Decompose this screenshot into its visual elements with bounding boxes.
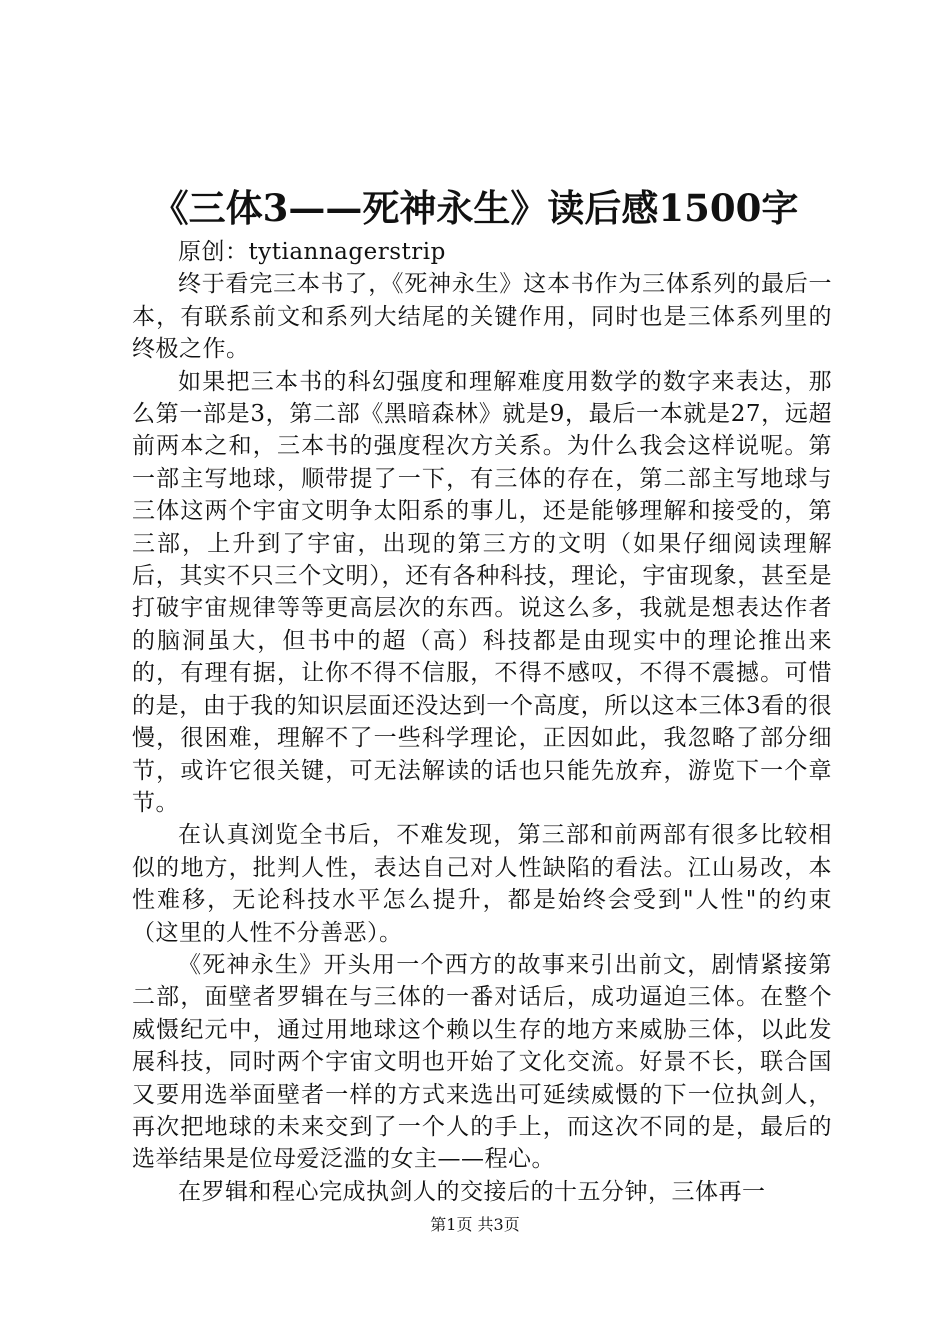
author-line: 原创：tytiannagerstrip xyxy=(178,239,446,265)
paragraph: 如果把三本书的科幻强度和理解难度用数学的数字来表达，那么第一部是3，第二部《黑暗森林》就是9，最后一本就是27，远超前两本之和，三本书的强度程次方关系。为什么我会这样说呢。第一部主写地球，顺带提了一下，有三体的存在，第二部主写地球与三体这两个宇宙文明争太阳系的事儿，还是能够理解和接受的，第三部，上升到了宇宙，出现的第三方的文明（如果仔细阅读理解后，其实不只三个文明），还有各种科技，理论，宇宙现象，甚至是打破宇宙规律等等更高层次的东西。说这么多，我就是想表达作者的脑洞虽大，但书中的超（高）科技都是由现实中的理论推出来的，有理有据，让你不得不信服，不得不感叹，不得不震撼。可惜的是，由于我的知识层面还没达到一个高度，所以这本三体3看的很慢，很困难，理解不了一些科学理论，正因如此，我忽略了部分细节，或许它很关键，可无法解读的话也只能先放弃，游览下一个章节。 xyxy=(132,368,832,816)
document-body xyxy=(132,236,832,1208)
paragraph: 终于看完三本书了，《死神永生》这本书作为三体系列的最后一本，有联系前文和系列大结尾的关键作用，同时也是三体系列里的终极之作。 xyxy=(132,271,832,363)
paragraph: 在认真浏览全书后，不难发现，第三部和前两部有很多比较相似的地方，批判人性，表达自己对人性缺陷的看法。江山易改，本性难移，无论科技水平怎么提升，都是始终会受到"人性"的约束（这里的人性不分善恶）。 xyxy=(132,822,832,946)
paragraph: 《死神永生》开头用一个西方的故事来引出前文，剧情紧接第二部，面壁者罗辑在与三体的一番对话后，成功逼迫三体。在整个威慑纪元中，通过用地球这个赖以生存的地方来威胁三体，以此发展科技，同时两个宇宙文明也开始了文化交流。好景不长，联合国又要用选举面壁者一样的方式来选出可延续威慑的下一位执剑人，再次把地球的未来交到了一个人的手上，而这次不同的是，最后的选举结果是位母爱泛滥的女主——程心。 xyxy=(132,951,832,1173)
paragraph: 在罗辑和程心完成执剑人的交接后的十五分钟，三体再一 xyxy=(178,1178,766,1205)
document-title: 《三体3——死神永生》读后感1500字 xyxy=(151,186,799,230)
page-number-footer: 第1页 共3页 xyxy=(430,1215,520,1234)
